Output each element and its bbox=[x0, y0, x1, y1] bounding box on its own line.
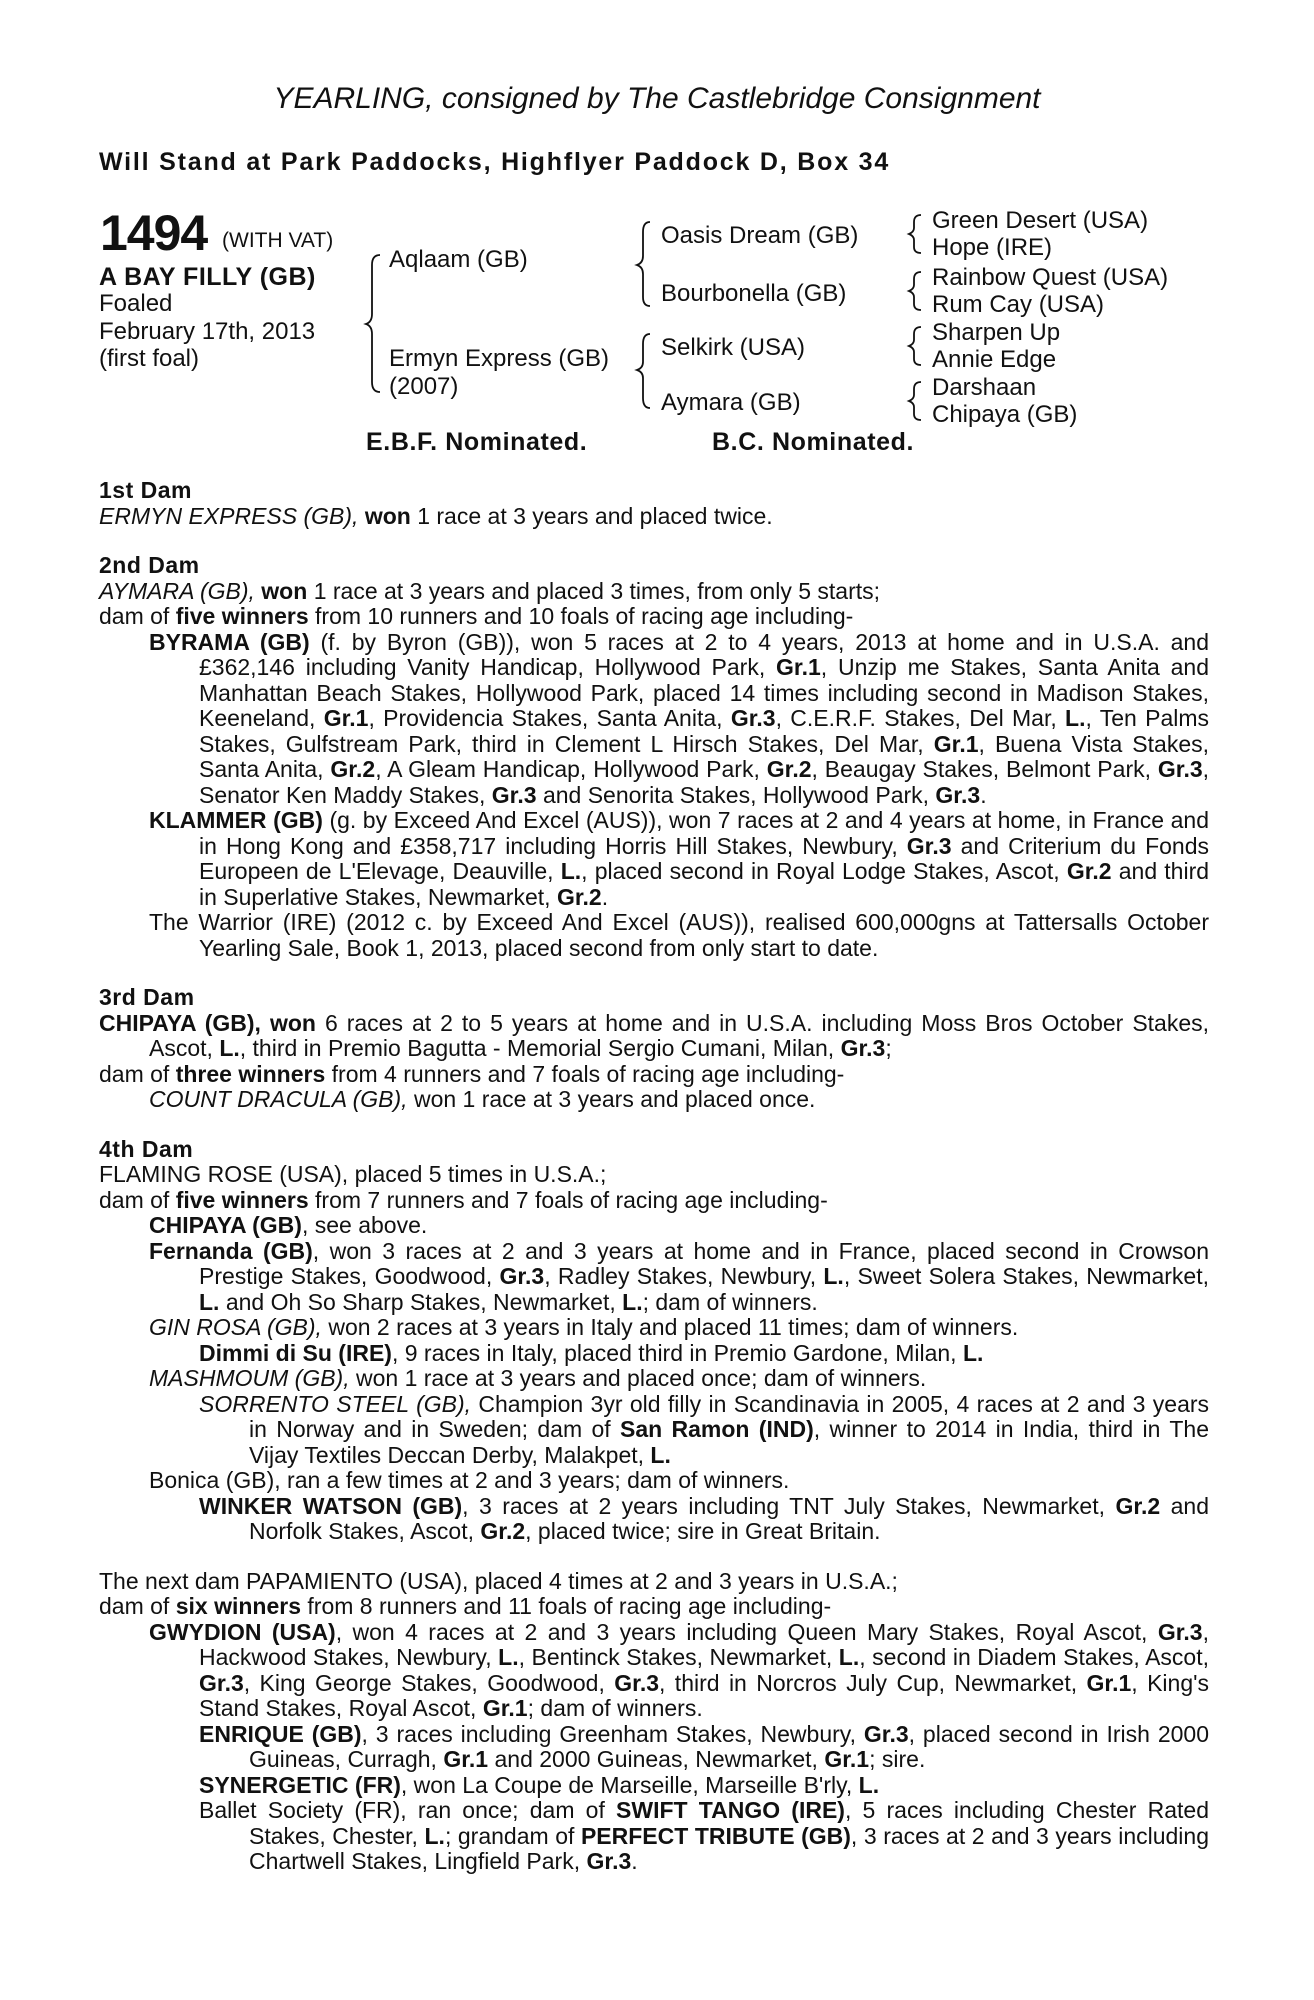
sire-sire: Oasis Dream (GB) bbox=[661, 222, 859, 249]
first-dam-text: ERMYN EXPRESS (GB), won 1 race at 3 years and placed twice. bbox=[99, 502, 773, 529]
stand-location: Will Stand at Park Paddocks, Highflyer Paddock D, Box 34 bbox=[99, 148, 891, 176]
bc-nominated: B.C. Nominated. bbox=[712, 428, 915, 456]
gg-7: Darshaan bbox=[932, 374, 1037, 401]
ebf-nominated: E.B.F. Nominated. bbox=[366, 428, 588, 456]
produce-mashmoum: MASHMOUM (GB), won 1 race at 3 years and placed once; dam of winners. bbox=[149, 1365, 927, 1391]
gg-3: Rainbow Quest (USA) bbox=[932, 264, 1169, 291]
second-dam-produce: dam of five winners from 10 runners and 10 foals of racing age including- bbox=[99, 603, 854, 629]
produce-count-dracula: COUNT DRACULA (GB), won 1 race at 3 years and placed once. bbox=[149, 1086, 816, 1112]
foaled-label: Foaled bbox=[99, 290, 173, 317]
gg-8: Chipaya (GB) bbox=[932, 401, 1078, 428]
gg-4: Rum Cay (USA) bbox=[932, 291, 1105, 318]
dam-year: (2007) bbox=[389, 373, 459, 400]
fourth-dam-produce: dam of five winners from 7 runners and 7 foals of racing age including- bbox=[99, 1186, 828, 1213]
produce-bonica: Bonica (GB), ran a few times at 2 and 3 years; dam of winners. bbox=[149, 1467, 790, 1493]
bracket-gg2 bbox=[909, 272, 921, 310]
bracket-gg1 bbox=[909, 215, 921, 253]
third-dam-produce: dam of three winners from 4 runners and 7 foals of racing age including- bbox=[99, 1060, 845, 1087]
bracket-gg4 bbox=[909, 382, 921, 420]
produce-sorrento-steel: SORRENTO STEEL (GB), Champion 3yr old filly in Scandinavia in 2005, 4 races at 2 and 3 years in Norway and in Sweden; dam of San Ramon (IND), winner to 2014 in India, third in The Vijay Textiles Deccan Derby, Malakpet, L. bbox=[199, 1390, 1210, 1468]
produce-warrior: The Warrior (IRE) (2012 c. by Exceed And Excel (AUS)), realised 600,000gns at Tattersalls October Yearling Sale, Book 1, 2013, placed second from only start to date. bbox=[149, 909, 1209, 961]
produce-byrama: BYRAMA (GB) (f. by Byron (GB)), won 5 races at 2 to 4 years, 2013 at home and in U.S.A. and £362,146 including Vanity Handicap, Hollywood Park, Gr.1, Unzip me Stakes, Santa Anita and Manhattan Beach Stakes, Hollywood Park, placed 14 times including second in Madison Stakes, Keeneland, Gr.1, Providencia Stakes, Santa Anita, Gr.3, C.E.R.F. Stakes, Del Mar, L., Ten Palms Stakes, Gulfstream Park, third in Clement L Hirsch Stakes, Del Mar, Gr.1, Buena Vista Stakes, Santa Anita, Gr.2, A Gleam Handicap, Hollywood Park, Gr.2, Beaugay Stakes, Belmont Park, Gr.3, Senator Ken Maddy Stakes, Gr.3 and Senorita Stakes, Hollywood Park, Gr.3. bbox=[149, 628, 1210, 808]
produce-dimmi-di-su: Dimmi di Su (IRE), 9 races in Italy, placed third in Premio Gardone, Milan, L. bbox=[199, 1339, 984, 1366]
produce-gwydion: GWYDION (USA), won 4 races at 2 and 3 years including Queen Mary Stakes, Royal Ascot, Gr.3, Hackwood Stakes, Newbury, L., Bentinck Stakes, Newmarket, L., second in Diadem Stakes, Ascot, Gr.3, King George Stakes, Goodwood, Gr.3, third in Norcros July Cup, Newmarket, Gr.1, King's Stand Stakes, Royal Ascot, Gr.1; dam of winners. bbox=[149, 1618, 1210, 1721]
bracket-dam bbox=[637, 334, 650, 408]
fourth-dam-text: FLAMING ROSE (USA), placed 5 times in U.S.A.; bbox=[99, 1161, 607, 1187]
bracket-sire bbox=[637, 222, 650, 306]
vat-label: (WITH VAT) bbox=[222, 229, 334, 252]
fourth-dam-heading: 4th Dam bbox=[99, 1135, 194, 1162]
pedigree-brackets bbox=[0, 0, 1314, 470]
gg-6: Annie Edge bbox=[932, 346, 1057, 373]
pedigree-notes bbox=[99, 478, 1209, 1875]
produce-synergetic: SYNERGETIC (FR), won La Coupe de Marseille, Marseille B'rly, L. bbox=[199, 1771, 880, 1798]
produce-klammer: KLAMMER (GB) (g. by Exceed And Excel (AUS)), won 7 races at 2 and 4 years at home, in France and in Hong Kong and £358,717 including Horris Hill Stakes, Newbury, Gr.3 and Criterium du Fonds Europeen de L'Elevage, Deauville, L., placed second in Royal Lodge Stakes, Ascot, Gr.2 and third in Superlative Stakes, Newmarket, Gr.2. bbox=[149, 807, 1210, 910]
second-dam-heading: 2nd Dam bbox=[99, 552, 200, 578]
bracket-gg3 bbox=[909, 327, 921, 365]
dam-dam: Aymara (GB) bbox=[661, 389, 801, 416]
dam-sire: Selkirk (USA) bbox=[661, 334, 806, 361]
foal-note: (first foal) bbox=[99, 345, 200, 372]
sire-dam: Bourbonella (GB) bbox=[661, 280, 847, 307]
third-dam-text: CHIPAYA (GB), won 6 races at 2 to 5 years at home and in U.S.A. including Moss Bros October Stakes, Ascot, L., third in Premio Bagutta - Memorial Sergio Cumani, Milan, Gr.3; bbox=[99, 1009, 1210, 1061]
lot-number: 1494 bbox=[100, 205, 208, 261]
next-dam-produce: dam of six winners from 8 runners and 11 foals of racing age including- bbox=[99, 1593, 832, 1619]
produce-fernanda: Fernanda (GB), won 3 races at 2 and 3 years at home and in France, placed second in Crowson Prestige Stakes, Goodwood, Gr.3, Radley Stakes, Newbury, L., Sweet Solera Stakes, Newmarket, L. and Oh So Sharp Stakes, Newmarket, L.; dam of winners. bbox=[149, 1237, 1210, 1315]
produce-chipaya: CHIPAYA (GB), see above. bbox=[149, 1212, 428, 1238]
produce-ballet-society: Ballet Society (FR), ran once; dam of SWIFT TANGO (IRE), 5 races including Chester Rated Stakes, Chester, L.; grandam of PERFECT TRIBUTE (GB), 3 races at 2 and 3 years including Chartwell Stakes, Lingfield Park, Gr.3. bbox=[199, 1797, 1209, 1874]
produce-enrique: ENRIQUE (GB), 3 races including Greenham Stakes, Newbury, Gr.3, placed second in Irish 2000 Guineas, Curragh, Gr.1 and 2000 Guineas, Newmarket, Gr.1; sire. bbox=[199, 1720, 1210, 1772]
sire-name: Aqlaam (GB) bbox=[389, 246, 528, 273]
first-dam-heading: 1st Dam bbox=[99, 477, 192, 503]
next-dam-text: The next dam PAPAMIENTO (USA), placed 4 times at 2 and 3 years in U.S.A.; bbox=[99, 1567, 898, 1594]
gg-5: Sharpen Up bbox=[932, 319, 1061, 346]
gg-1: Green Desert (USA) bbox=[932, 207, 1149, 234]
horse-name: A BAY FILLY (GB) bbox=[99, 263, 316, 291]
dam-name: Ermyn Express (GB) bbox=[389, 345, 610, 372]
bracket-main bbox=[366, 255, 380, 392]
page-title: YEARLING, consigned by The Castlebridge Consignment bbox=[273, 82, 1041, 115]
third-dam-heading: 3rd Dam bbox=[99, 984, 195, 1010]
foaled-date: February 17th, 2013 bbox=[99, 318, 316, 345]
produce-gin-rosa: GIN ROSA (GB), won 2 races at 3 years in Italy and placed 11 times; dam of winners. bbox=[149, 1314, 1019, 1340]
gg-2: Hope (IRE) bbox=[932, 234, 1053, 261]
second-dam-text: AYMARA (GB), won 1 race at 3 years and placed 3 times, from only 5 starts; bbox=[99, 577, 881, 604]
produce-winker-watson: WINKER WATSON (GB), 3 races at 2 years including TNT July Stakes, Newmarket, Gr.2 and Norfolk Stakes, Ascot, Gr.2, placed twice; sire in Great Britain. bbox=[199, 1492, 1210, 1544]
